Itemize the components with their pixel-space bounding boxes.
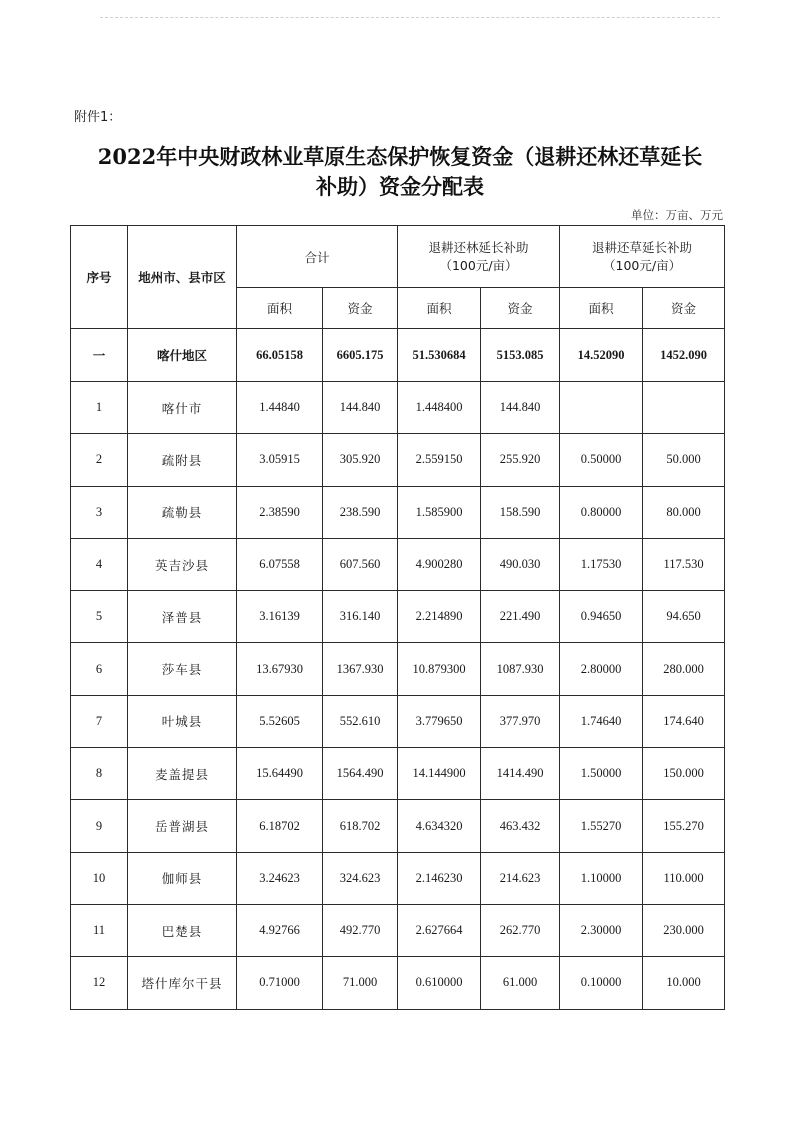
row-seq: 10 — [71, 852, 128, 904]
row-forest-area: 1.585900 — [398, 486, 481, 538]
row-total-funds: 71.000 — [323, 957, 398, 1009]
row-total-area: 3.16139 — [237, 591, 323, 643]
row-grass-funds: 80.000 — [643, 486, 725, 538]
header-region: 地州市、县市区 — [128, 226, 237, 329]
row-forest-funds: 1414.490 — [481, 748, 560, 800]
header-grass-funds: 资金 — [643, 288, 725, 329]
header-forest-rate: （100元/亩） — [439, 257, 518, 273]
row-total-area: 4.92766 — [237, 904, 323, 956]
table-row — [71, 695, 725, 747]
row-total-funds: 607.560 — [323, 538, 398, 590]
header-forest-area: 面积 — [398, 288, 481, 329]
row-forest-funds: 377.970 — [481, 695, 560, 747]
row-seq: 5 — [71, 591, 128, 643]
total-total-funds: 6605.175 — [323, 329, 398, 382]
header-total-area: 面积 — [237, 288, 323, 329]
total-forest-area: 51.530684 — [398, 329, 481, 382]
title-line-2: 补助）资金分配表 — [316, 174, 484, 199]
row-total-area: 3.05915 — [237, 434, 323, 486]
row-forest-area: 2.559150 — [398, 434, 481, 486]
row-grass-area: 0.10000 — [560, 957, 643, 1009]
unit-note: 单位：万亩、万元 — [631, 208, 723, 222]
row-total-funds: 305.920 — [323, 434, 398, 486]
total-total-area: 66.05158 — [237, 329, 323, 382]
row-forest-area: 4.634320 — [398, 800, 481, 852]
row-seq: 1 — [71, 382, 128, 434]
row-name: 伽师县 — [128, 852, 237, 904]
table-row — [71, 852, 725, 904]
row-name: 疏勒县 — [128, 486, 237, 538]
row-grass-funds — [643, 382, 725, 434]
row-seq: 12 — [71, 957, 128, 1009]
county-rows — [71, 382, 725, 1010]
row-grass-funds: 280.000 — [643, 643, 725, 695]
header-grass-area: 面积 — [560, 288, 643, 329]
row-grass-funds: 117.530 — [643, 538, 725, 590]
row-grass-funds: 94.650 — [643, 591, 725, 643]
title-line-1: 2022年中央财政林业草原生态保护恢复资金（退耕还林还草延长 — [97, 144, 703, 169]
table-row — [71, 486, 725, 538]
row-forest-funds: 463.432 — [481, 800, 560, 852]
header-grass-title: 退耕还草延长补助 — [592, 239, 693, 255]
row-name: 疏附县 — [128, 434, 237, 486]
table-row — [71, 538, 725, 590]
total-grass-funds: 1452.090 — [643, 329, 725, 382]
row-grass-area: 0.80000 — [560, 486, 643, 538]
row-forest-area: 2.146230 — [398, 852, 481, 904]
row-grass-funds: 155.270 — [643, 800, 725, 852]
page-top-rule — [100, 17, 720, 18]
row-name: 岳普湖县 — [128, 800, 237, 852]
row-total-area: 3.24623 — [237, 852, 323, 904]
row-forest-area: 2.627664 — [398, 904, 481, 956]
table-row — [71, 904, 725, 956]
row-forest-funds: 61.000 — [481, 957, 560, 1009]
row-grass-area: 0.50000 — [560, 434, 643, 486]
row-name: 泽普县 — [128, 591, 237, 643]
document-title — [60, 142, 740, 202]
row-grass-area: 1.50000 — [560, 748, 643, 800]
row-forest-funds: 158.590 — [481, 486, 560, 538]
attachment-label: 附件1： — [74, 110, 122, 125]
row-total-area: 2.38590 — [237, 486, 323, 538]
row-forest-funds: 255.920 — [481, 434, 560, 486]
row-grass-area — [560, 382, 643, 434]
table-row — [71, 382, 725, 434]
header-total: 合计 — [237, 226, 398, 288]
row-name: 巴楚县 — [128, 904, 237, 956]
row-total-area: 6.07558 — [237, 538, 323, 590]
row-name: 麦盖提县 — [128, 748, 237, 800]
row-total-funds: 618.702 — [323, 800, 398, 852]
row-forest-funds: 490.030 — [481, 538, 560, 590]
table-row — [71, 800, 725, 852]
row-total-area: 15.64490 — [237, 748, 323, 800]
row-total-area: 1.44840 — [237, 382, 323, 434]
header-forest — [398, 226, 560, 288]
row-total-funds: 144.840 — [323, 382, 398, 434]
row-grass-funds: 174.640 — [643, 695, 725, 747]
total-name: 喀什地区 — [128, 329, 237, 382]
row-seq: 2 — [71, 434, 128, 486]
header-forest-funds: 资金 — [481, 288, 560, 329]
row-forest-funds: 214.623 — [481, 852, 560, 904]
row-seq: 9 — [71, 800, 128, 852]
row-total-funds: 238.590 — [323, 486, 398, 538]
row-total-funds: 552.610 — [323, 695, 398, 747]
row-seq: 3 — [71, 486, 128, 538]
row-seq: 6 — [71, 643, 128, 695]
row-grass-area: 1.10000 — [560, 852, 643, 904]
row-forest-funds: 1087.930 — [481, 643, 560, 695]
row-name: 喀什市 — [128, 382, 237, 434]
header-total-funds: 资金 — [323, 288, 398, 329]
row-forest-area: 2.214890 — [398, 591, 481, 643]
row-total-funds: 492.770 — [323, 904, 398, 956]
row-name: 英吉沙县 — [128, 538, 237, 590]
header-seq: 序号 — [71, 226, 128, 329]
row-forest-area: 3.779650 — [398, 695, 481, 747]
row-grass-area: 2.30000 — [560, 904, 643, 956]
header-forest-title: 退耕还林延长补助 — [428, 239, 529, 255]
header-grass-rate: （100元/亩） — [603, 257, 682, 273]
row-forest-area: 0.610000 — [398, 957, 481, 1009]
row-forest-area: 4.900280 — [398, 538, 481, 590]
row-seq: 8 — [71, 748, 128, 800]
row-seq: 4 — [71, 538, 128, 590]
row-grass-funds: 10.000 — [643, 957, 725, 1009]
row-name: 叶城县 — [128, 695, 237, 747]
row-grass-area: 1.17530 — [560, 538, 643, 590]
row-total-funds: 1564.490 — [323, 748, 398, 800]
row-name: 莎车县 — [128, 643, 237, 695]
total-forest-funds: 5153.085 — [481, 329, 560, 382]
row-forest-funds: 262.770 — [481, 904, 560, 956]
row-total-funds: 316.140 — [323, 591, 398, 643]
row-total-funds: 1367.930 — [323, 643, 398, 695]
row-seq: 7 — [71, 695, 128, 747]
row-grass-funds: 110.000 — [643, 852, 725, 904]
row-forest-area: 14.144900 — [398, 748, 481, 800]
table-row — [71, 434, 725, 486]
row-forest-funds: 144.840 — [481, 382, 560, 434]
row-forest-funds: 221.490 — [481, 591, 560, 643]
row-grass-area: 2.80000 — [560, 643, 643, 695]
row-forest-area: 1.448400 — [398, 382, 481, 434]
row-grass-area: 0.94650 — [560, 591, 643, 643]
total-seq: 一 — [71, 329, 128, 382]
table-row — [71, 957, 725, 1009]
row-grass-area: 1.74640 — [560, 695, 643, 747]
allocation-table — [70, 225, 725, 1010]
row-total-funds: 324.623 — [323, 852, 398, 904]
total-grass-area: 14.52090 — [560, 329, 643, 382]
row-total-area: 13.67930 — [237, 643, 323, 695]
header-row-1 — [71, 226, 725, 288]
row-grass-area: 1.55270 — [560, 800, 643, 852]
table-row — [71, 643, 725, 695]
row-total-area: 6.18702 — [237, 800, 323, 852]
row-grass-funds: 150.000 — [643, 748, 725, 800]
row-name: 塔什库尔干县 — [128, 957, 237, 1009]
table-row — [71, 748, 725, 800]
row-total-area: 0.71000 — [237, 957, 323, 1009]
row-grass-funds: 50.000 — [643, 434, 725, 486]
table-row — [71, 591, 725, 643]
header-grass — [560, 226, 725, 288]
total-row — [71, 329, 725, 382]
row-grass-funds: 230.000 — [643, 904, 725, 956]
row-total-area: 5.52605 — [237, 695, 323, 747]
row-seq: 11 — [71, 904, 128, 956]
row-forest-area: 10.879300 — [398, 643, 481, 695]
